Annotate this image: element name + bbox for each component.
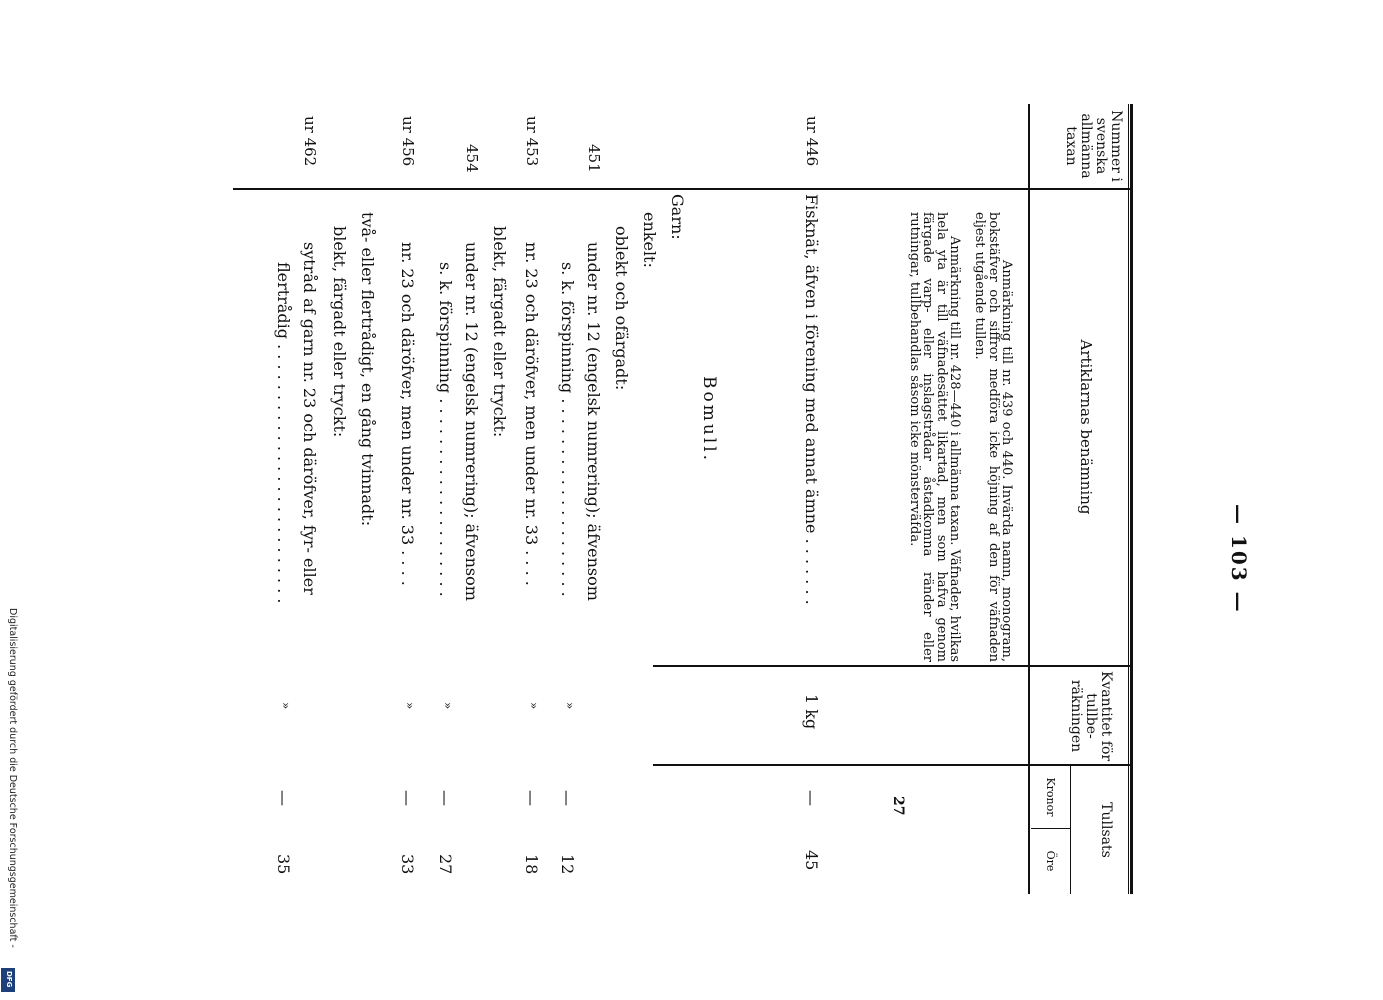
header-ore: Öre	[1044, 850, 1057, 872]
tariff-subrule	[1070, 766, 1071, 894]
row-quantity: »	[403, 702, 417, 710]
row-ore: 45	[802, 850, 821, 871]
rotated-page	[233, 104, 1251, 894]
row-text-continued: flertrådig . . . . . . . . . . . . . . . . . . . . . . . . . .	[274, 262, 293, 604]
header-kronor: Kronor	[1044, 777, 1057, 817]
signature-mark-text: 27	[890, 796, 906, 816]
header-rule	[1028, 104, 1030, 894]
row-number: ur 462	[301, 116, 319, 167]
row-text: enkelt:	[640, 212, 659, 268]
row-kronor: —	[522, 790, 541, 806]
row-ore: 33	[398, 854, 417, 875]
row-text: blekt, färgadt eller tryckt:	[490, 226, 509, 438]
row-quantity: »	[563, 702, 577, 710]
row-text-continued: s. k. förspinning . . . . . . . . . . . . . . . . . . . .	[558, 262, 577, 597]
row-quantity: »	[441, 702, 455, 710]
row-text: under nr. 12 (engelsk numrering); äfvensom	[462, 242, 481, 601]
note-1: Anmärkning till nr. 439 och 440. Invärda namn, monogram, bokstäfver och siffror medföra icke höjning af den för väfnaden eljest utgående tullen.	[972, 212, 1014, 662]
row-text: Garn:	[668, 194, 687, 240]
row-quantity: »	[279, 702, 293, 710]
row-ore: 27	[436, 854, 455, 875]
spacer	[1028, 190, 1029, 191]
row-number: ur 456	[399, 116, 417, 167]
row-number: 451	[585, 144, 603, 173]
table-top-rule-thin	[1128, 104, 1129, 894]
row-text: Fisknät, äfven i förening med annat ämne . . . . . . .	[802, 194, 821, 605]
row-kronor: —	[398, 790, 417, 806]
row-text: nr. 23 och däröfver, men under nr. 33 . . . .	[398, 242, 417, 586]
col-rule-3	[653, 764, 1133, 766]
dfg-logo-text: DFG	[5, 971, 13, 988]
row-number: ur 453	[523, 116, 541, 167]
row-ore: 12	[558, 854, 577, 875]
note-2: Anmärkning till nr. 428—440 i allmänna taxan. Väfnader, hvilkas hela yta är till väfnadesättet likartad, men som hafva genom färgade varp- eller inslagstrådar åstadkomna ränder eller rutningar, tullbehandlas såsom icke mönsterväfda.	[907, 212, 962, 662]
row-number: ur 446	[803, 116, 821, 167]
table-top-rule	[1130, 104, 1133, 894]
row-ore: 35	[274, 854, 293, 875]
row-text: två- eller flertrådigt, en gång tvinnadt:	[358, 212, 377, 527]
section-heading: Bomull.	[699, 376, 719, 464]
row-kronor: —	[802, 790, 821, 806]
row-ore: 18	[522, 854, 541, 875]
col-rule-4	[1031, 828, 1071, 829]
col-rule-1	[233, 188, 1133, 190]
row-number: 454	[463, 144, 481, 173]
footer-text: Digitalisierung gefördert durch die Deutsche Forschungsgemeinschaft -	[7, 608, 18, 948]
header-number: Nummer i svenska allmänna taxan	[1063, 110, 1124, 182]
row-quantity: 1 kg	[802, 694, 821, 730]
row-text: blekt, färgadt eller tryckt:	[330, 226, 349, 438]
row-kronor: —	[274, 790, 293, 806]
header-tariff: Tullsats	[1098, 802, 1114, 858]
row-text: oblekt och ofärgadt:	[612, 226, 631, 391]
page-number: — 103 —	[1227, 504, 1251, 614]
digitization-footer	[6, 608, 18, 994]
signature-mark	[888, 796, 908, 820]
header-quantity: Kvantitet för tullbe-räkningen	[1068, 670, 1114, 762]
dfg-logo	[1, 968, 15, 992]
col-rule-2	[653, 665, 1133, 667]
row-text: sytråd af garn nr. 23 och däröfver, fyr- eller	[300, 242, 319, 595]
row-quantity: »	[527, 702, 541, 710]
row-text: under nr. 12 (engelsk numrering); äfvensom	[584, 242, 603, 601]
row-text: nr. 23 och däröfver, men under nr. 33 . . . .	[522, 242, 541, 586]
row-kronor: —	[436, 790, 455, 806]
row-kronor: —	[558, 790, 577, 806]
header-article-name: Artiklarnas benämning	[1077, 339, 1095, 515]
row-text-continued: s. k. förspinning . . . . . . . . . . . . . . . . . . . .	[436, 262, 455, 597]
